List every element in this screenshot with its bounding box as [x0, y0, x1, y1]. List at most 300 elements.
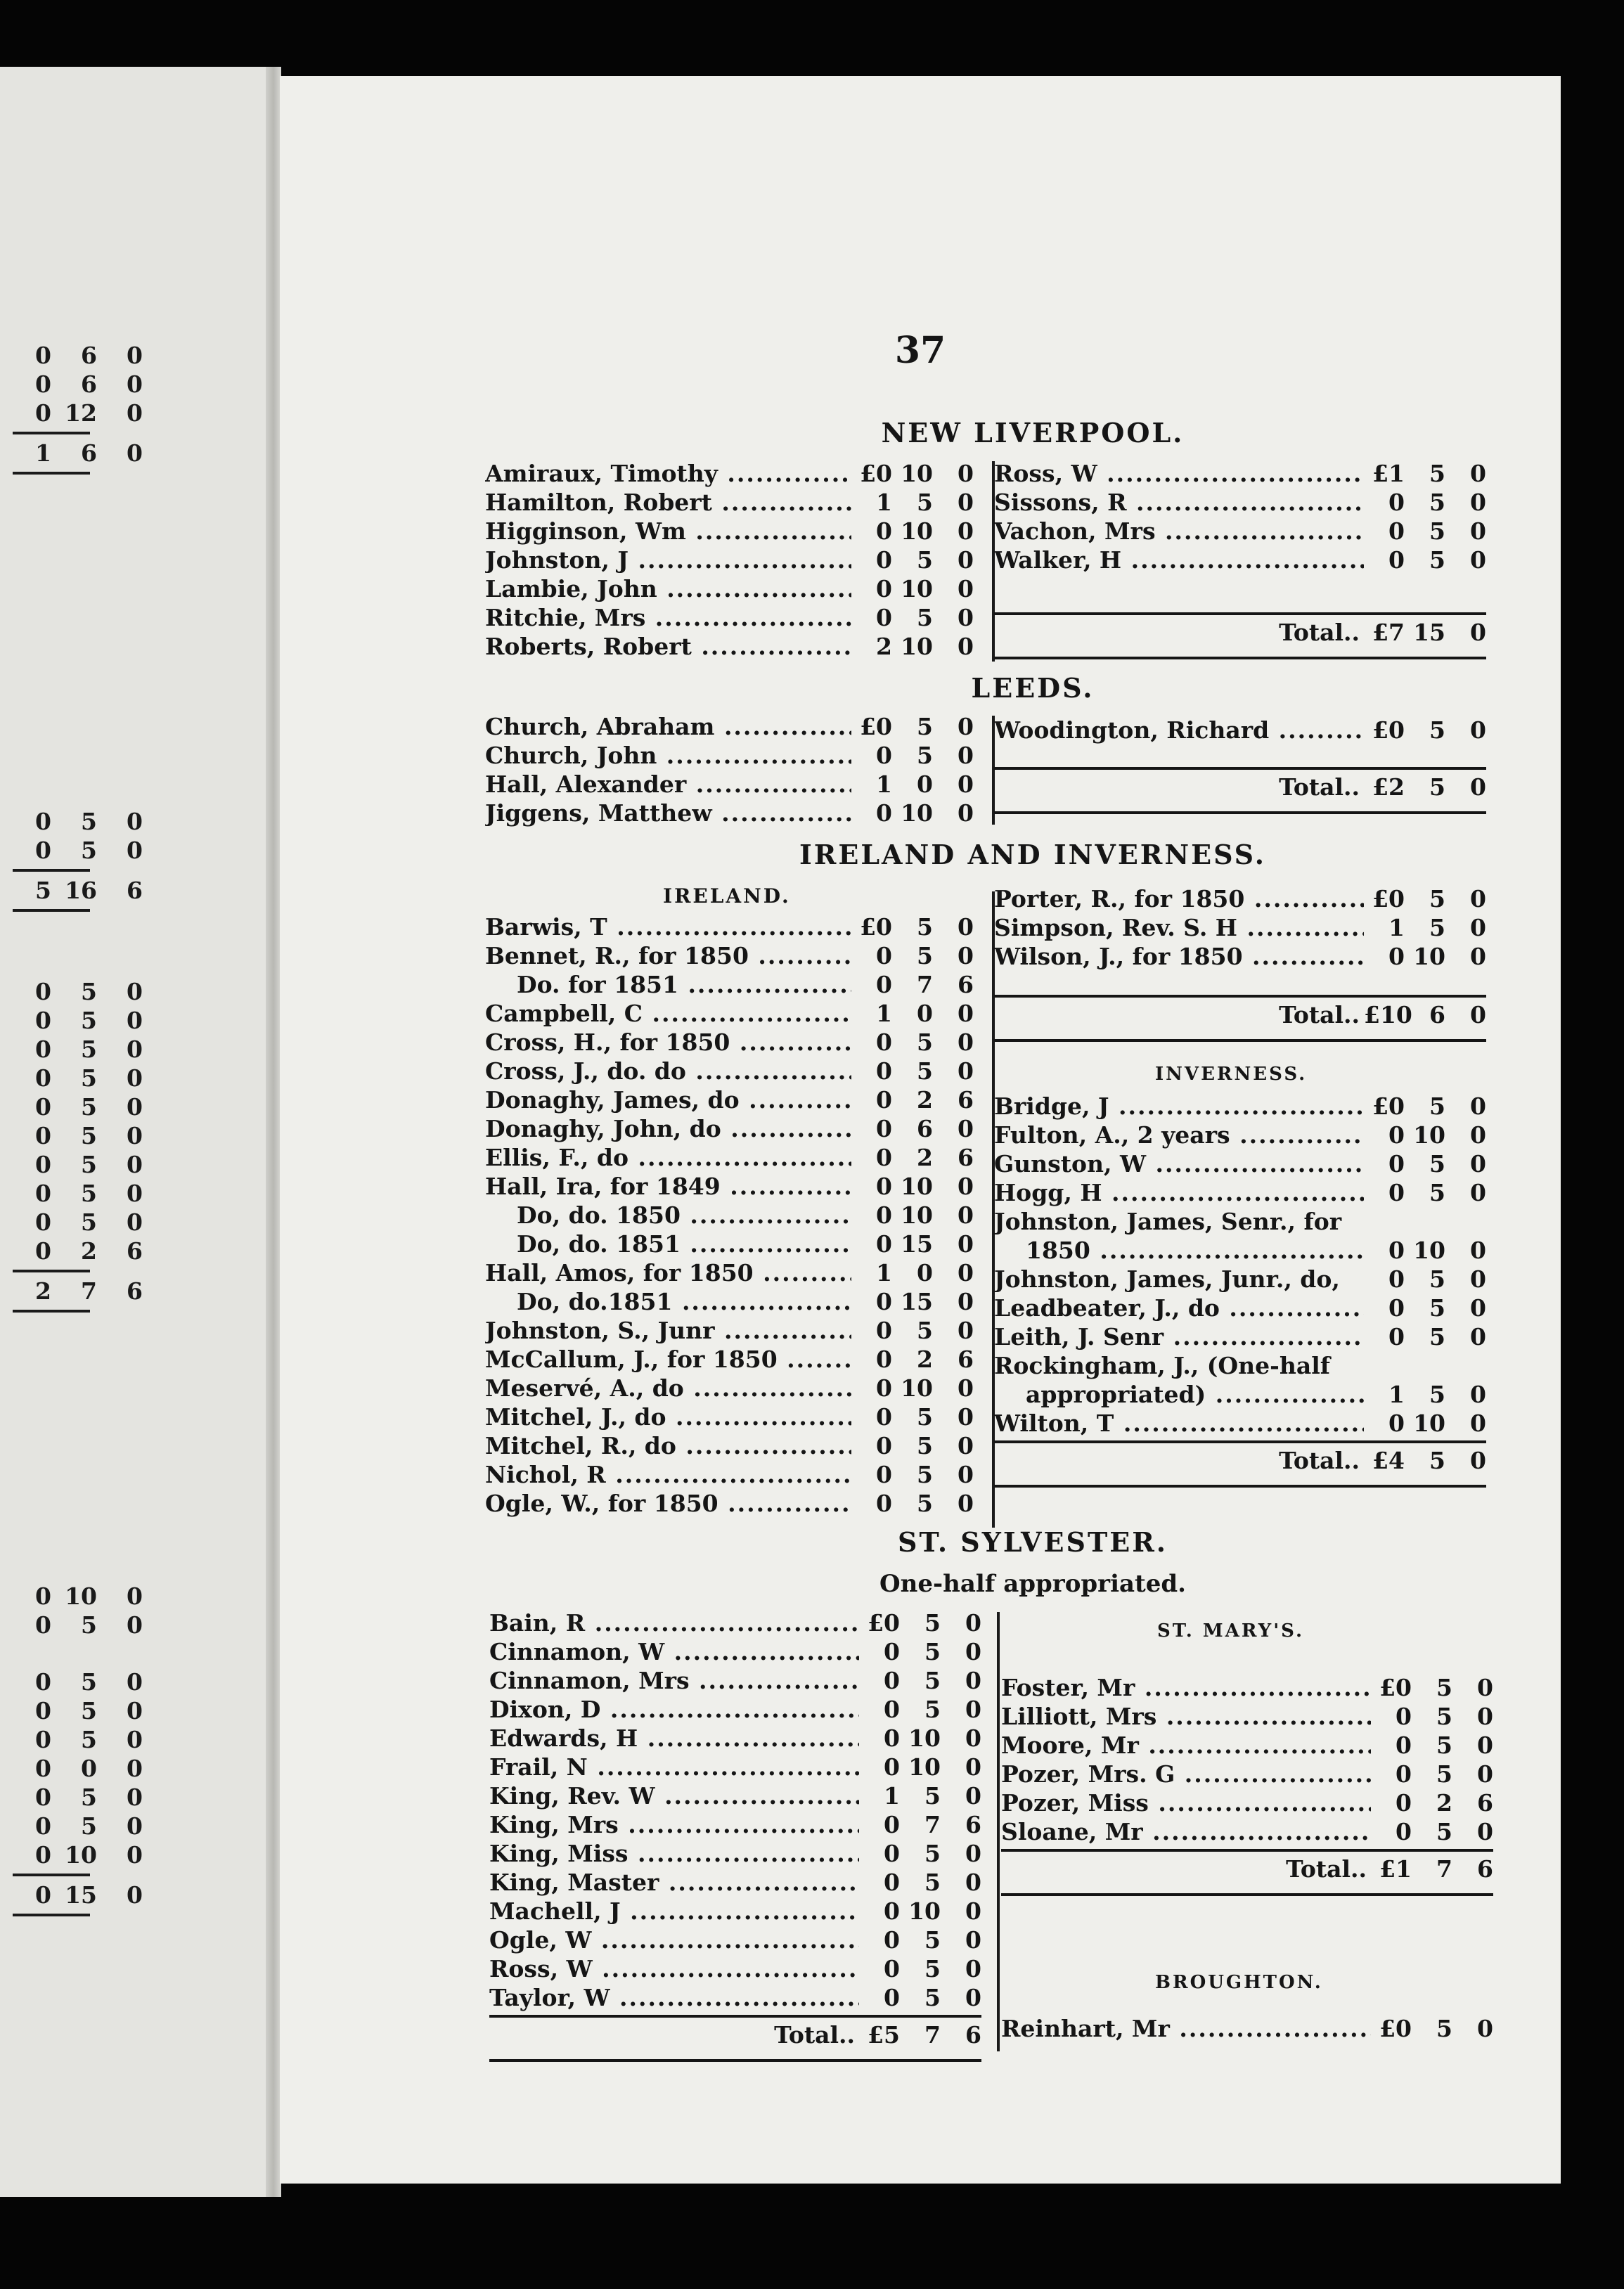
shillings: 10	[1413, 1237, 1445, 1264]
left-page-amount: 0	[35, 1582, 51, 1610]
pounds: 0	[1396, 1703, 1412, 1730]
ledger-row	[485, 1028, 974, 1057]
pence: 0	[1477, 1818, 1493, 1845]
pence: 0	[958, 489, 974, 516]
subscriber-name: Vachon, Mrs .....	[994, 517, 1364, 546]
subscriber-name: Lambie, John .....	[485, 574, 851, 603]
shillings: 5	[1429, 1323, 1445, 1350]
subscriber-name: Machell, J .....	[489, 1897, 859, 1926]
amount	[851, 546, 974, 574]
amount	[859, 1781, 981, 1810]
pounds: 0	[876, 1115, 892, 1142]
broughton-list	[1001, 2014, 1493, 2043]
subscriber-name: 1850 .....	[994, 1236, 1364, 1265]
amount	[851, 1085, 974, 1114]
left-page-amount-row	[13, 1582, 143, 1611]
total-row	[994, 767, 1486, 801]
pounds: 0	[884, 1696, 900, 1723]
subscriber-name: Dixon, D .....	[489, 1695, 859, 1724]
pounds: 0	[1388, 1179, 1405, 1206]
ledger-row	[994, 716, 1486, 744]
pounds: £0	[860, 913, 892, 941]
shillings: 5	[924, 1984, 941, 2011]
subscriber-name: Higginson, Wm .....	[485, 517, 851, 546]
left-page-total: 2	[35, 1277, 51, 1305]
pence: 6	[965, 1811, 981, 1838]
pence: 6	[958, 971, 974, 998]
pence: 0	[1470, 1265, 1486, 1293]
amount	[859, 1637, 981, 1666]
left-page-total: 6	[127, 1277, 143, 1305]
shillings: 5	[924, 1840, 941, 1867]
shillings: 5	[917, 1461, 933, 1488]
left-page-total: 0	[127, 1881, 143, 1909]
amount	[859, 1666, 981, 1695]
shillings: 6	[917, 1115, 933, 1142]
section-title-ireland-inverness: IRELAND AND INVERNESS.	[799, 839, 1266, 870]
amount	[1364, 1121, 1486, 1149]
left-page-fragment-4	[13, 1582, 143, 1639]
subscriber-name: Taylor, W .....	[489, 1983, 859, 2012]
left-page-amount-row	[13, 977, 143, 1006]
left-page-amount-row	[13, 1237, 143, 1265]
left-page-amount: 0	[127, 342, 143, 369]
st-sylvester-list	[489, 1608, 981, 2062]
shillings: 15	[901, 1230, 933, 1258]
subscriber-name: King, Rev. W .....	[489, 1781, 859, 1810]
pounds: 0	[884, 1724, 900, 1752]
pence: 0	[1470, 517, 1486, 545]
subscriber-name: Johnston, J .....	[485, 546, 851, 574]
subscriber-name: Hogg, H .....	[994, 1178, 1364, 1207]
st-marys-list	[1001, 1673, 1493, 1896]
shillings: 10	[1413, 1121, 1445, 1149]
subscriber-name: King, Master .....	[489, 1868, 859, 1897]
left-page-amount: 0	[127, 1208, 143, 1236]
pence: 0	[958, 546, 974, 574]
left-page-amount: 12	[65, 399, 97, 427]
left-page-total: 6	[81, 439, 97, 467]
pence: 0	[965, 1724, 981, 1752]
pence: 0	[958, 1288, 974, 1315]
pounds: 0	[876, 517, 892, 545]
total-row	[994, 1440, 1486, 1475]
pence: 6	[1477, 1789, 1493, 1817]
left-page-rule	[13, 869, 90, 872]
subscriber-name: Donaghy, James, do .....	[485, 1085, 851, 1114]
shillings: 5	[924, 1955, 941, 1982]
section-title-new-liverpool: NEW LIVERPOOL.	[881, 417, 1185, 449]
total-rule	[1001, 1893, 1493, 1896]
subscriber-name: Cross, H., for 1850 .....	[485, 1028, 851, 1057]
shillings: 5	[1429, 489, 1445, 516]
total-pounds: £2	[1372, 773, 1405, 801]
pence: 0	[958, 1201, 974, 1229]
pounds: 0	[1388, 489, 1405, 516]
left-page-total: 1	[35, 439, 51, 467]
pounds: 0	[876, 1230, 892, 1258]
subscriber-name: King, Miss .....	[489, 1839, 859, 1868]
subscriber-name: Hall, Alexander .....	[485, 770, 851, 799]
left-page-amount: 10	[65, 1582, 97, 1610]
amount	[851, 1316, 974, 1345]
ledger-row	[485, 1172, 974, 1201]
left-page-amount: 5	[81, 1036, 97, 1063]
subscriber-name: Do, do.1851 .....	[485, 1287, 851, 1316]
pounds: 0	[876, 575, 892, 602]
pence: 0	[1470, 1381, 1486, 1408]
pence: 0	[958, 1115, 974, 1142]
left-page-amount: 0	[127, 1812, 143, 1840]
subscriber-name: Foster, Mr .....	[1001, 1673, 1371, 1702]
subscriber-name: Amiraux, Timothy .....	[485, 459, 851, 488]
subscriber-name: Cinnamon, Mrs .....	[489, 1666, 859, 1695]
pounds: 0	[1388, 1265, 1405, 1293]
shillings: 5	[924, 1869, 941, 1896]
amount	[851, 770, 974, 799]
left-page-amount: 5	[81, 837, 97, 864]
pence: 0	[958, 1461, 974, 1488]
ledger-row	[485, 1230, 974, 1258]
pounds: 1	[876, 1000, 892, 1027]
pence: 0	[1470, 716, 1486, 744]
ledger-row	[994, 913, 1486, 942]
amount	[1371, 1760, 1493, 1788]
pounds: 0	[876, 546, 892, 574]
ledger-row	[994, 546, 1486, 574]
amount	[859, 1868, 981, 1897]
pounds: 0	[1396, 1732, 1412, 1759]
shillings: 5	[1436, 1760, 1452, 1788]
pence: 0	[958, 770, 974, 798]
subscriber-name: Johnston, James, Junr., do,	[994, 1265, 1340, 1293]
left-page-total: 0	[127, 439, 143, 467]
amount	[859, 1608, 981, 1637]
subscriber-name: Porter, R., for 1850 .....	[994, 884, 1364, 913]
amount	[851, 712, 974, 741]
pounds	[1364, 1351, 1405, 1380]
subscriber-name: Barwis, T .....	[485, 913, 851, 941]
subscriber-name: Ellis, F., do .....	[485, 1143, 851, 1172]
total-rule	[994, 657, 1486, 659]
pence: 0	[958, 1490, 974, 1517]
shillings: 5	[1429, 1092, 1445, 1120]
pounds: £0	[1379, 1674, 1412, 1701]
shillings: 10	[908, 1753, 941, 1781]
pounds: £1	[1372, 460, 1405, 487]
pounds: 0	[1396, 1760, 1412, 1788]
ledger-row	[994, 1207, 1486, 1236]
left-page-amount-row	[13, 1150, 143, 1179]
total-rule	[489, 2059, 981, 2062]
amount	[1364, 942, 1486, 971]
left-page-total-row	[13, 1881, 143, 1909]
shillings: 10	[908, 1724, 941, 1752]
shillings: 5	[917, 1057, 933, 1085]
amount	[1364, 1236, 1486, 1265]
amount	[1364, 1207, 1486, 1236]
pounds: 0	[1396, 1789, 1412, 1817]
pence: 0	[1477, 1732, 1493, 1759]
left-page-amount: 5	[81, 1007, 97, 1034]
pounds: £0	[1372, 1092, 1405, 1120]
subscriber-name: Sloane, Mr .....	[1001, 1817, 1371, 1846]
ledger-row	[485, 574, 974, 603]
column-divider	[997, 1612, 1000, 2051]
amount	[1364, 1149, 1486, 1178]
amount	[1371, 1788, 1493, 1817]
amount	[1364, 1178, 1486, 1207]
ledger-row	[994, 1265, 1486, 1294]
pence: 0	[958, 517, 974, 545]
left-page-amount: 2	[81, 1237, 97, 1265]
pence: 0	[1477, 1674, 1493, 1701]
shillings: 5	[924, 1782, 941, 1810]
left-page-amount: 5	[81, 1180, 97, 1207]
subscriber-name: Donaghy, John, do .....	[485, 1114, 851, 1143]
amount	[859, 1926, 981, 1954]
page-number: 37	[894, 329, 946, 372]
ledger-row	[485, 1057, 974, 1085]
subscriber-name: Gunston, W .....	[994, 1149, 1364, 1178]
pence: 0	[965, 1926, 981, 1954]
ledger-row	[485, 1431, 974, 1460]
pence: 0	[958, 1057, 974, 1085]
section-title-leeds: LEEDS.	[971, 672, 1095, 704]
amount	[1371, 1673, 1493, 1702]
pence: 0	[1470, 943, 1486, 970]
total-row	[994, 612, 1486, 647]
shillings: 7	[924, 1811, 941, 1838]
ledger-row	[489, 1897, 981, 1926]
left-page-amount: 0	[35, 1697, 51, 1724]
shillings: 10	[901, 799, 933, 827]
subheading-ireland: IRELAND.	[663, 884, 791, 908]
subscriber-name: Wilton, T .....	[994, 1409, 1364, 1438]
pence: 0	[965, 1609, 981, 1637]
pounds: £0	[868, 1609, 900, 1637]
total-pence: 6	[1477, 1855, 1493, 1883]
pounds: 0	[884, 1811, 900, 1838]
amount	[1364, 1265, 1486, 1294]
left-page-total-row	[13, 439, 143, 468]
pounds: 1	[884, 1782, 900, 1810]
total-shillings: 7	[1436, 1855, 1452, 1883]
amount	[859, 1724, 981, 1753]
subscriber-name: Ross, W .....	[994, 459, 1364, 488]
section-title-st-sylvester: ST. SYLVESTER.	[898, 1526, 1168, 1558]
left-page-amount: 0	[127, 1668, 143, 1696]
shillings: 5	[1436, 1703, 1452, 1730]
ledger-row	[485, 941, 974, 970]
pounds: 0	[1388, 1294, 1405, 1322]
total-pence: 6	[965, 2021, 981, 2049]
left-page-total: 6	[127, 877, 143, 904]
subscriber-name: Jiggens, Matthew .....	[485, 799, 851, 827]
pounds: 2	[876, 633, 892, 660]
left-page-amount: 5	[81, 978, 97, 1005]
pounds: 0	[876, 1461, 892, 1488]
left-page-amount: 0	[35, 978, 51, 1005]
total-rule	[994, 811, 1486, 814]
left-page-amount: 0	[127, 1151, 143, 1178]
ledger-row	[1001, 1673, 1493, 1702]
subscriber-name: Leith, J. Senr .....	[994, 1322, 1364, 1351]
subscriber-name: Pozer, Mrs. G .....	[1001, 1760, 1371, 1788]
pence: 0	[965, 1869, 981, 1896]
subscriber-name: Moore, Mr .....	[1001, 1731, 1371, 1760]
shillings: 5	[1429, 1179, 1445, 1206]
ledger-row	[489, 1781, 981, 1810]
subscriber-name: Hamilton, Robert .....	[485, 488, 851, 517]
pence: 0	[958, 1259, 974, 1287]
left-page-amount: 0	[35, 1237, 51, 1265]
amount	[851, 1172, 974, 1201]
ledger-row	[485, 999, 974, 1028]
amount	[851, 574, 974, 603]
amount	[851, 970, 974, 999]
subscriber-name: Ogle, W., for 1850 .....	[485, 1489, 851, 1518]
pounds: 1	[876, 770, 892, 798]
shillings: 5	[1429, 885, 1445, 913]
ledger-row	[994, 1380, 1486, 1409]
amount	[851, 913, 974, 941]
shillings: 10	[1413, 1410, 1445, 1437]
left-page-amount: 0	[35, 1208, 51, 1236]
shillings: 5	[924, 1667, 941, 1694]
shillings: 5	[1429, 517, 1445, 545]
pence: 6	[958, 1144, 974, 1171]
shillings: 5	[917, 913, 933, 941]
shillings: 0	[917, 1000, 933, 1027]
subscriber-name: Hall, Ira, for 1849 .....	[485, 1172, 851, 1201]
ledger-row	[489, 1666, 981, 1695]
left-page-amount: 5	[81, 1122, 97, 1149]
pence: 0	[958, 913, 974, 941]
shillings: 5	[924, 1609, 941, 1637]
amount	[1364, 517, 1486, 546]
ledger-row	[489, 1954, 981, 1983]
ledger-row	[994, 1236, 1486, 1265]
leeds-right-list	[994, 716, 1486, 814]
pence: 0	[958, 1173, 974, 1200]
left-page-amount: 5	[81, 1726, 97, 1753]
total-shillings: 15	[1413, 619, 1445, 646]
shillings: 5	[1429, 1294, 1445, 1322]
pounds: 0	[876, 1201, 892, 1229]
left-page-amount: 5	[81, 1812, 97, 1840]
pounds: 0	[876, 1288, 892, 1315]
pence: 0	[958, 1029, 974, 1056]
ledger-row	[485, 632, 974, 661]
pence: 0	[958, 713, 974, 740]
shillings: 2	[917, 1086, 933, 1114]
ledger-row	[994, 459, 1486, 488]
subscriber-name: Wilson, J., for 1850 .....	[994, 942, 1364, 971]
left-page-amount: 0	[35, 1151, 51, 1178]
subscriber-name: Bennet, R., for 1850 .....	[485, 941, 851, 970]
pence: 0	[965, 1897, 981, 1925]
amount	[851, 1057, 974, 1085]
total-pounds: £5	[868, 2021, 900, 2049]
shillings: 5	[917, 604, 933, 631]
subheading-broughton: BROUGHTON.	[1155, 1972, 1323, 1993]
left-page-rule	[13, 432, 90, 434]
amount	[1364, 884, 1486, 913]
ledger-row	[485, 1085, 974, 1114]
ledger-row	[1001, 1702, 1493, 1731]
pence: 0	[965, 1840, 981, 1867]
page	[280, 76, 1561, 2184]
pence: 0	[958, 1403, 974, 1431]
left-page-total-row	[13, 1277, 143, 1305]
subscriber-name: Bain, R .....	[489, 1608, 859, 1637]
pence: 0	[958, 1317, 974, 1344]
ledger-row	[489, 1983, 981, 2012]
total-row	[994, 995, 1486, 1029]
shillings: 10	[901, 517, 933, 545]
left-page-amount: 0	[127, 1036, 143, 1063]
pence: 0	[1470, 489, 1486, 516]
pounds: £0	[860, 713, 892, 740]
ledger-row	[489, 1810, 981, 1839]
left-page-total: 5	[35, 877, 51, 904]
left-page-amount: 0	[35, 399, 51, 427]
pence: 0	[1470, 1179, 1486, 1206]
subscriber-name: King, Mrs .....	[489, 1810, 859, 1839]
shillings: 10	[908, 1897, 941, 1925]
total-pounds: £10	[1364, 1001, 1412, 1029]
left-page-amount: 6	[127, 1237, 143, 1265]
left-page-amount: 0	[35, 1007, 51, 1034]
left-page-amount-row	[13, 1121, 143, 1150]
pence: 6	[958, 1346, 974, 1373]
total-pence: 0	[1470, 1447, 1486, 1474]
ledger-row	[994, 488, 1486, 517]
subscriber-name: Reinhart, Mr .....	[1001, 2014, 1371, 2043]
pence: 0	[1470, 1294, 1486, 1322]
pence: 0	[958, 575, 974, 602]
ledger-row	[489, 1637, 981, 1666]
shillings: 10	[901, 1374, 933, 1402]
amount	[851, 1230, 974, 1258]
subscriber-name: Johnston, James, Senr., for	[994, 1208, 1342, 1235]
left-page-amount-row	[13, 1035, 143, 1064]
pounds	[1364, 1207, 1405, 1236]
left-page-amount: 0	[127, 1064, 143, 1092]
pence: 0	[965, 1782, 981, 1810]
amount	[851, 1143, 974, 1172]
shillings	[1405, 1351, 1445, 1380]
ledger-row	[485, 970, 974, 999]
shillings: 5	[1436, 1818, 1452, 1845]
left-page-amount: 0	[127, 837, 143, 864]
ledger-row	[485, 712, 974, 741]
left-page-amount-row	[13, 1064, 143, 1092]
ledger-row	[489, 1608, 981, 1637]
total-shillings: 5	[1429, 773, 1445, 801]
left-page-amount-row	[13, 1611, 143, 1639]
pence	[1445, 1351, 1486, 1380]
left-page-amount: 0	[127, 1582, 143, 1610]
amount	[851, 517, 974, 546]
pence: 0	[1470, 1237, 1486, 1264]
left-page-amount-row	[13, 1754, 143, 1783]
left-page-amount: 0	[127, 1180, 143, 1207]
shillings: 5	[1429, 460, 1445, 487]
total-pence: 0	[1470, 773, 1486, 801]
pounds: 0	[876, 1432, 892, 1459]
